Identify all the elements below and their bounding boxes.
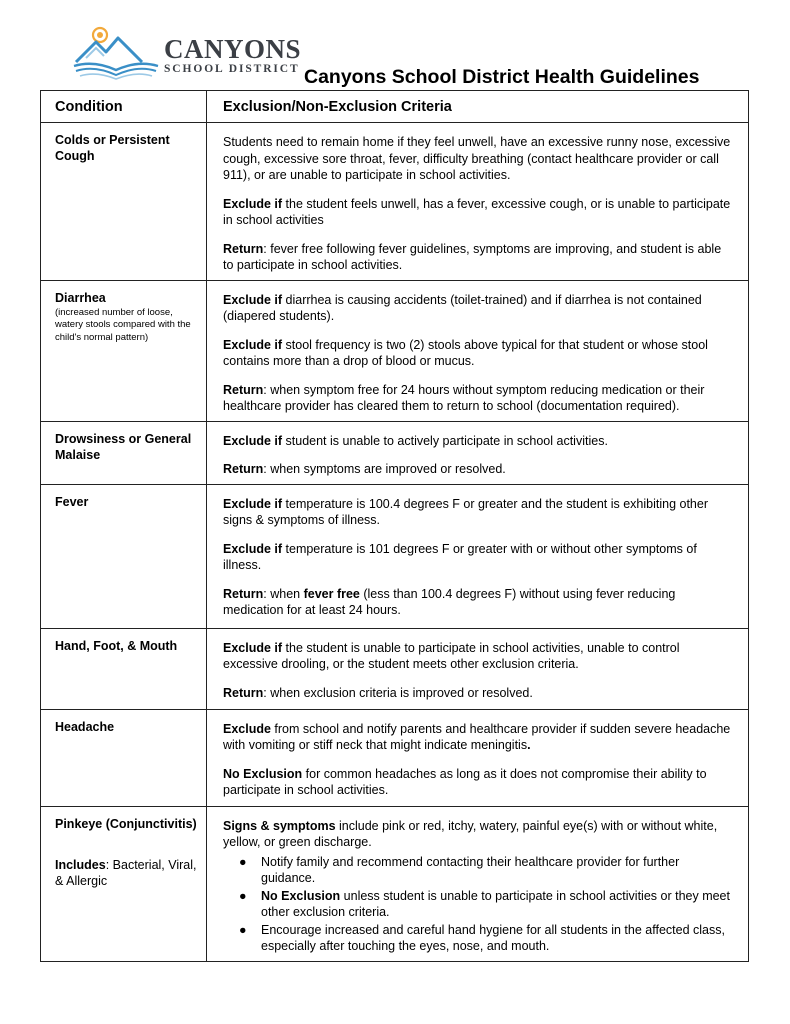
bullet-icon: ● bbox=[239, 854, 247, 869]
emphasis-text: Signs & symptoms bbox=[223, 818, 336, 833]
emphasis-text: Exclude if bbox=[223, 196, 283, 211]
table-row bbox=[41, 421, 749, 484]
body-text: include pink or red, itchy, watery, painful eye(s) with or without white, yellow, or green discharge. bbox=[223, 818, 718, 849]
criteria-cell bbox=[207, 123, 749, 281]
table-header-row bbox=[41, 91, 749, 123]
brand-name: CANYONS bbox=[164, 34, 302, 64]
criteria-bullet-list bbox=[223, 854, 734, 955]
emphasis-text: No Exclusion bbox=[223, 766, 303, 781]
criteria-paragraph bbox=[223, 721, 734, 754]
health-guidelines-table bbox=[40, 90, 749, 962]
criteria-paragraph bbox=[223, 640, 734, 673]
criteria-column-header: Exclusion/Non-Exclusion Criteria bbox=[207, 91, 749, 123]
table-row bbox=[41, 280, 749, 421]
emphasis-text: Return bbox=[223, 586, 264, 601]
table-row bbox=[41, 628, 749, 709]
emphasis-text: Exclude if bbox=[223, 496, 283, 511]
emphasis-text: Exclude if bbox=[223, 541, 283, 556]
body-text: the student feels unwell, has a fever, excessive cough, or is unable to participate in school activities bbox=[223, 196, 731, 227]
condition-cell bbox=[41, 484, 207, 628]
brand-subtitle: SCHOOL DISTRICT bbox=[164, 63, 300, 75]
criteria-cell bbox=[207, 709, 749, 806]
body-text: student is unable to actively participate in school activities. bbox=[282, 433, 608, 448]
condition-name: Headache bbox=[55, 719, 115, 734]
criteria-paragraph bbox=[223, 766, 734, 799]
emphasis-text: Exclude if bbox=[223, 292, 283, 307]
bullet-icon: ● bbox=[239, 888, 247, 903]
emphasis-text: Exclude if bbox=[223, 433, 283, 448]
condition-column-header: Condition bbox=[41, 91, 207, 123]
emphasis-text: Return bbox=[223, 382, 264, 397]
emphasis-text: Exclude if bbox=[223, 640, 283, 655]
condition-includes bbox=[55, 857, 200, 889]
condition-name: Diarrhea bbox=[55, 290, 106, 305]
condition-name: Colds or Persistent Cough bbox=[55, 133, 170, 163]
table-row bbox=[41, 806, 749, 961]
criteria-paragraph bbox=[223, 818, 734, 851]
table-row bbox=[41, 484, 749, 628]
body-text: temperature is 100.4 degrees F or greater and the student is exhibiting other signs & symptoms of illness. bbox=[223, 496, 708, 527]
criteria-paragraph bbox=[223, 461, 734, 478]
body-text: : when symptom free for 24 hours without symptom reducing medication or their healthcare provider has cleared them to return to school (documentation required). bbox=[223, 382, 705, 413]
body-text: temperature is 101 degrees F or greater with or without other symptoms of illness. bbox=[223, 541, 697, 572]
emphasis-text: Return bbox=[223, 241, 264, 256]
list-item bbox=[239, 854, 734, 887]
criteria-paragraph bbox=[223, 292, 734, 325]
body-text: (less than 100.4 degrees F) without using fever reducing medication for at least 24 hours. bbox=[223, 586, 676, 617]
body-text: diarrhea is causing accidents (toilet-trained) and if diarrhea is not contained (diapered students). bbox=[223, 292, 702, 323]
criteria-paragraph bbox=[223, 541, 734, 574]
condition-cell bbox=[41, 123, 207, 281]
emphasis-text: fever free bbox=[303, 586, 360, 601]
criteria-cell bbox=[207, 484, 749, 628]
body-text: from school and notify parents and healthcare provider if sudden severe headache with vomiting or stiff neck that might indicate meningitis bbox=[223, 721, 731, 752]
criteria-cell bbox=[207, 628, 749, 709]
condition-name: Drowsiness or General Malaise bbox=[55, 431, 192, 462]
body-text: : Bacterial, Viral, & Allergic bbox=[55, 857, 197, 888]
bullet-icon: ● bbox=[239, 922, 247, 937]
condition-cell bbox=[41, 709, 207, 806]
emphasis-text: Return bbox=[223, 462, 264, 476]
body-text: the student is unable to participate in school activities, unable to control excessive drooling, or the student meets other exclusion criteria. bbox=[223, 640, 680, 671]
body-text: for common headaches as long as it does not compromise their ability to participate in school activities. bbox=[223, 766, 707, 797]
body-text: : when exclusion criteria is improved or resolved. bbox=[263, 685, 533, 700]
condition-name: Fever bbox=[55, 494, 89, 509]
emphasis-text: No Exclusion bbox=[261, 888, 341, 903]
condition-cell bbox=[41, 628, 207, 709]
body-text: unless student is unable to participate in school activities or they meet other exclusion criteria. bbox=[261, 888, 730, 919]
body-text: : when symptoms are improved or resolved. bbox=[263, 462, 506, 476]
list-item bbox=[239, 888, 734, 921]
body-text: : when bbox=[263, 586, 304, 601]
criteria-paragraph bbox=[223, 196, 734, 229]
body-text: stool frequency is two (2) stools above typical for that student or whose stool contains more than a drop of blood or mucus. bbox=[223, 337, 708, 368]
emphasis-text: . bbox=[527, 738, 531, 752]
criteria-cell bbox=[207, 806, 749, 961]
district-logo bbox=[72, 24, 302, 82]
table-row bbox=[41, 709, 749, 806]
mountain-book-logo-icon bbox=[72, 24, 162, 82]
criteria-paragraph bbox=[223, 586, 734, 619]
condition-cell bbox=[41, 806, 207, 961]
list-item bbox=[239, 922, 734, 955]
condition-cell bbox=[41, 421, 207, 484]
emphasis-text: Exclude bbox=[223, 721, 271, 736]
document-title: Canyons School District Health Guidelines bbox=[304, 66, 700, 88]
criteria-paragraph bbox=[223, 685, 734, 702]
condition-name: Pinkeye (Conjunctivitis) bbox=[55, 816, 197, 831]
body-text: Notify family and recommend contacting their healthcare provider for further guidance. bbox=[261, 854, 680, 885]
criteria-paragraph bbox=[223, 241, 734, 274]
emphasis-text: Exclude if bbox=[223, 337, 283, 352]
condition-cell bbox=[41, 280, 207, 421]
criteria-paragraph bbox=[223, 337, 734, 370]
body-text: : fever free following fever guidelines, symptoms are improving, and student is able to participate in school activities. bbox=[223, 241, 722, 272]
criteria-paragraph bbox=[223, 496, 734, 529]
criteria-paragraph bbox=[223, 433, 734, 450]
criteria-paragraph bbox=[223, 382, 734, 415]
body-text: Encourage increased and careful hand hygiene for all students in the affected class, especially after touching the eyes, nose, and mouth. bbox=[261, 922, 725, 953]
criteria-cell bbox=[207, 421, 749, 484]
emphasis-text: Return bbox=[223, 685, 264, 700]
body-text: Students need to remain home if they feel unwell, have an excessive runny nose, excessive cough, excessive sore throat, fever, difficulty breathing (contact healthcare provider or call 911), or are unable to participate in school activities. bbox=[223, 135, 731, 182]
brand-wordmark bbox=[164, 36, 301, 76]
emphasis-text: Includes bbox=[55, 857, 106, 872]
condition-note: (increased number of loose, watery stools compared with the child's normal pattern) bbox=[55, 306, 191, 343]
table-row bbox=[41, 123, 749, 281]
condition-name: Hand, Foot, & Mouth bbox=[55, 638, 178, 653]
criteria-cell bbox=[207, 280, 749, 421]
criteria-paragraph bbox=[223, 134, 734, 184]
